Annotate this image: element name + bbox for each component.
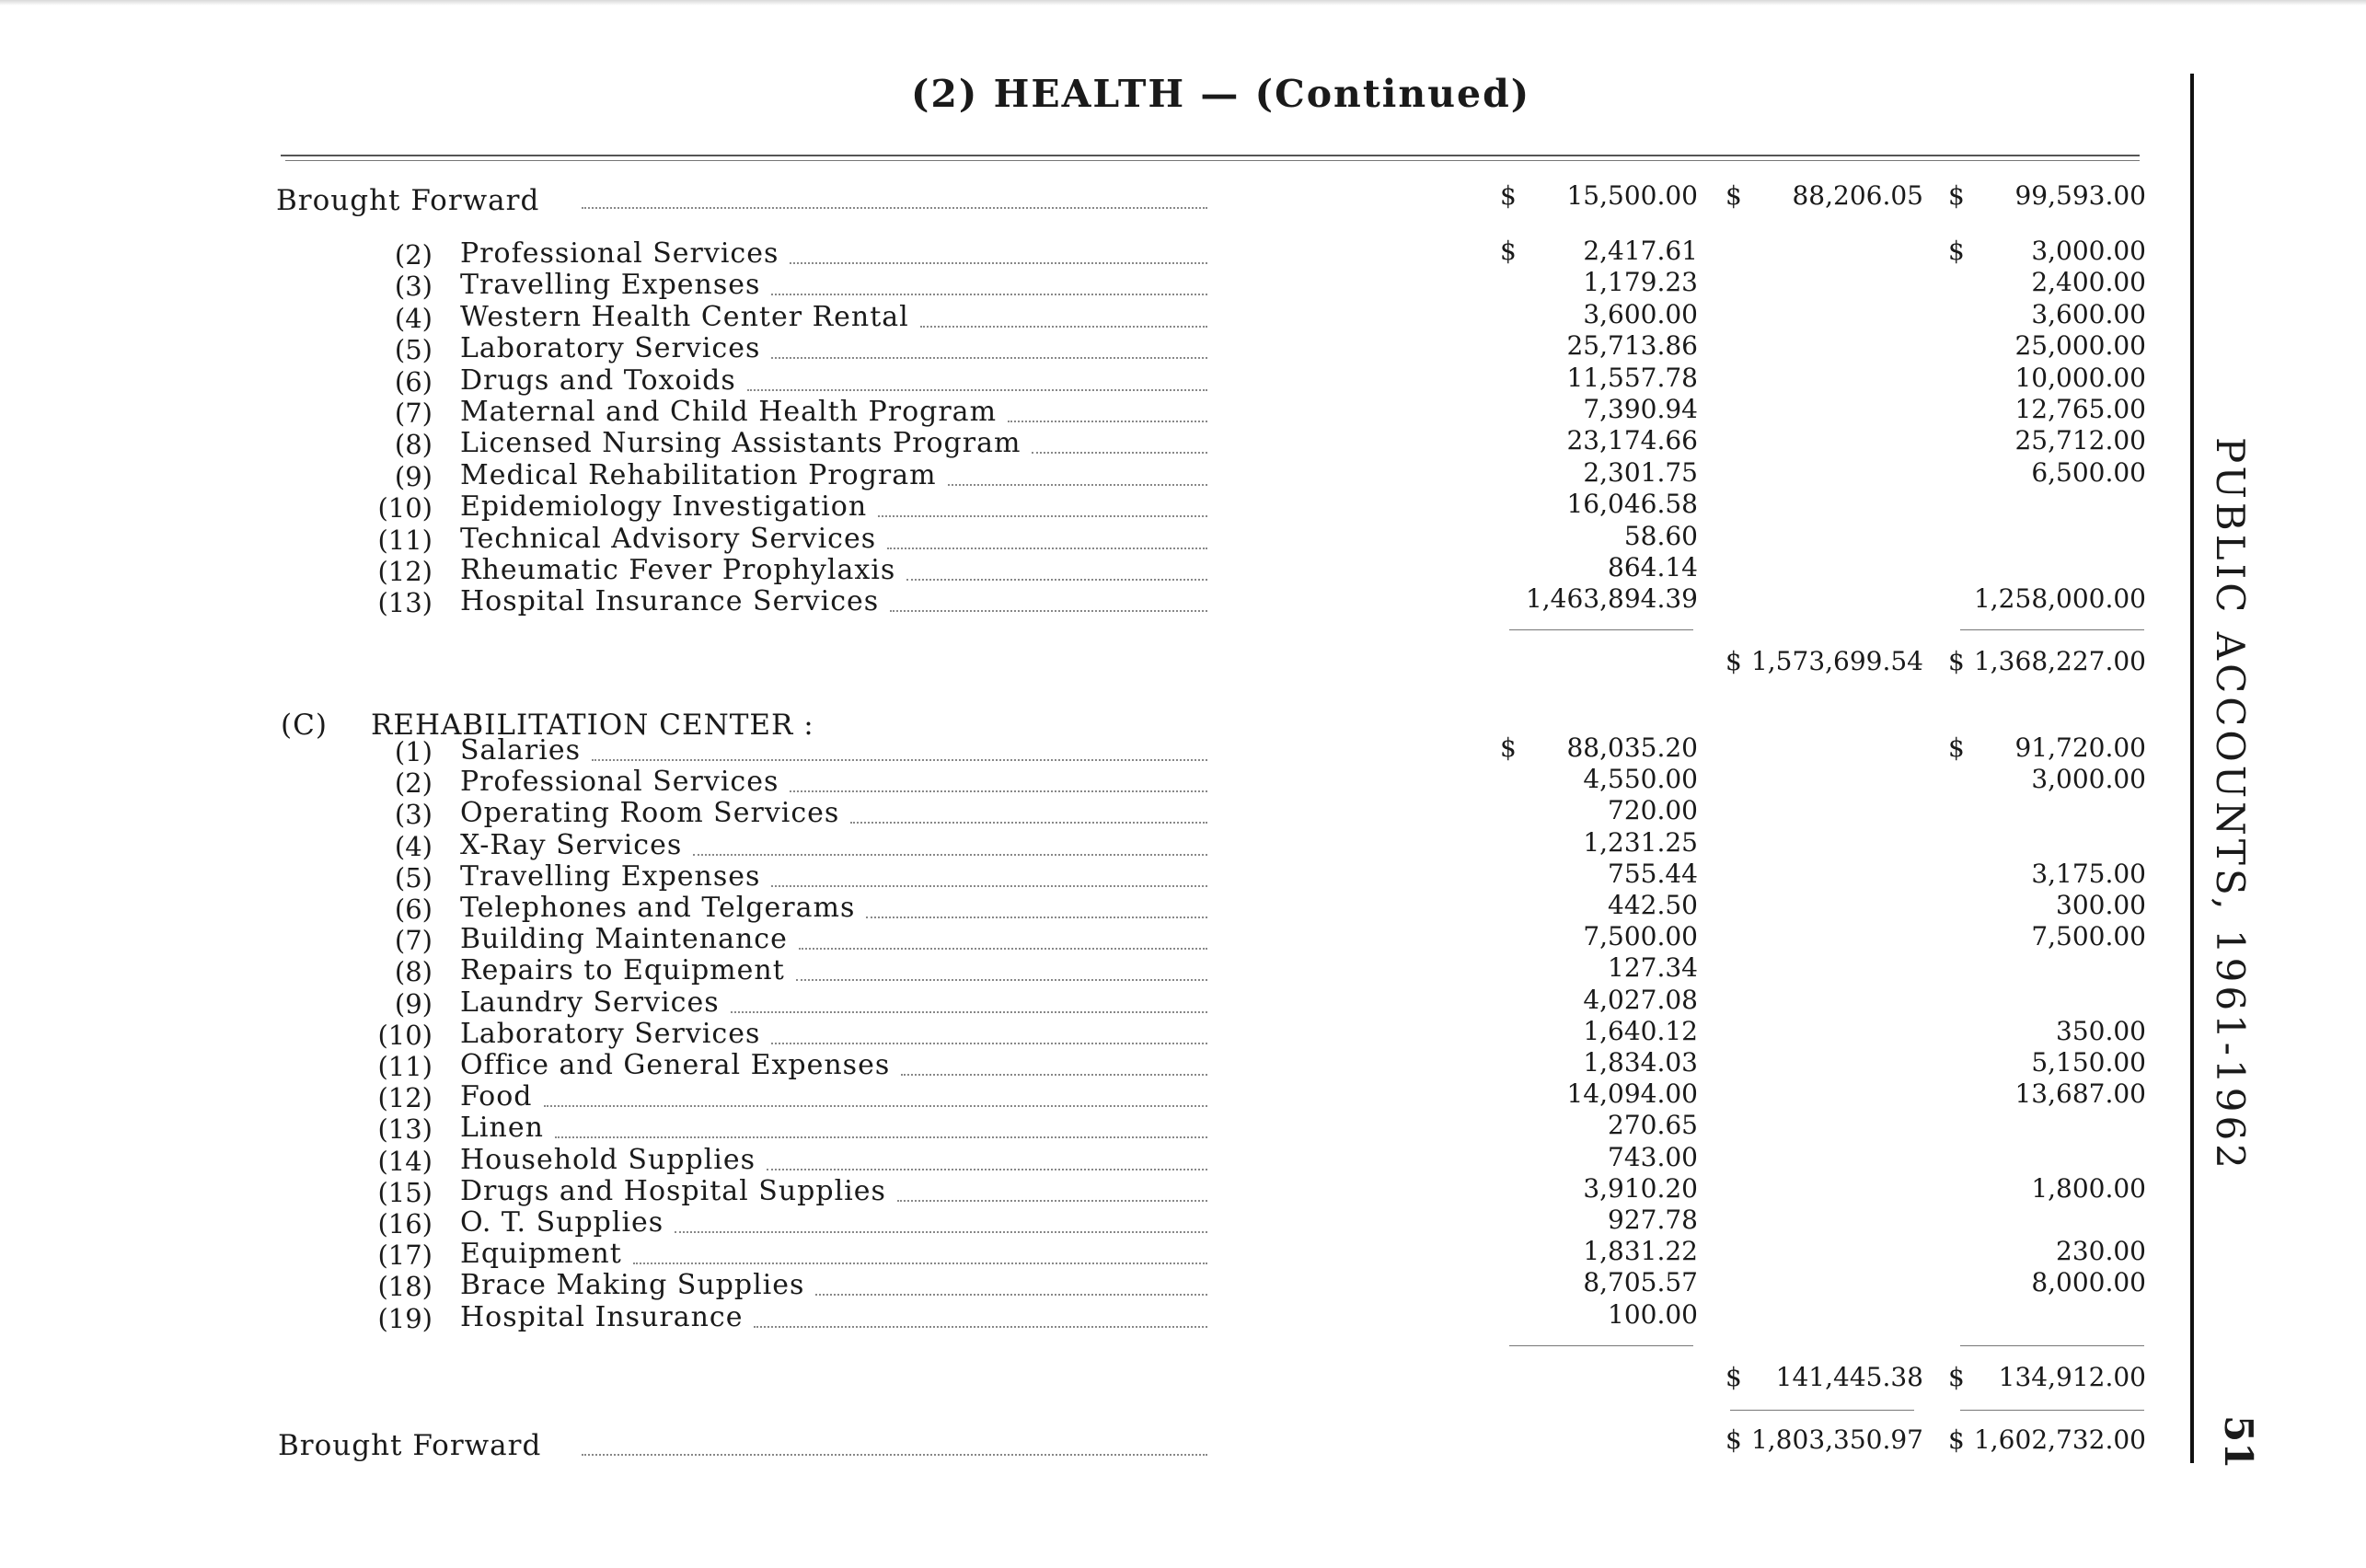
item-number: (8) bbox=[394, 956, 433, 988]
leader-dots bbox=[796, 979, 1207, 981]
item-number: (9) bbox=[394, 460, 433, 492]
leader-dots bbox=[767, 1169, 1207, 1170]
item-label: Travelling Expenses bbox=[460, 269, 761, 302]
item-number: (6) bbox=[394, 365, 433, 398]
currency-symbol: $ bbox=[1725, 180, 1742, 211]
leader-dots bbox=[1008, 421, 1207, 422]
leader-dots bbox=[887, 548, 1207, 549]
item-amount-col1: 23,174.66 bbox=[1566, 425, 1698, 456]
item-amount-col3: 3,000.00 bbox=[2031, 764, 2146, 795]
leader-dots bbox=[544, 1105, 1207, 1107]
item-label: Laboratory Services bbox=[460, 1017, 761, 1050]
leader-dots bbox=[555, 1136, 1207, 1138]
leader-dots bbox=[815, 1294, 1207, 1296]
top-brought-forward-col2: 88,206.05 bbox=[1792, 180, 1923, 211]
leader-dots bbox=[920, 326, 1207, 328]
total-rule bbox=[1730, 1410, 1914, 1411]
currency-symbol: $ bbox=[1948, 180, 1965, 211]
leader-dots bbox=[592, 759, 1207, 761]
item-amount-col3: 13,687.00 bbox=[2014, 1078, 2146, 1110]
item-label: Professional Services bbox=[460, 766, 779, 799]
item-amount-col1: 743.00 bbox=[1608, 1141, 1698, 1172]
group-b-total-col3: 1,368,227.00 bbox=[1973, 646, 2146, 676]
subtotal-rule bbox=[1960, 629, 2144, 630]
item-number: (12) bbox=[377, 1082, 433, 1114]
bottom-brought-forward-col3: 1,602,732.00 bbox=[1973, 1424, 2146, 1455]
item-number: (5) bbox=[394, 334, 433, 366]
item-amount-col3: 3,600.00 bbox=[2031, 298, 2146, 329]
item-amount-col1: 3,910.20 bbox=[1583, 1172, 1698, 1204]
item-number: (18) bbox=[377, 1271, 433, 1303]
leader-dots bbox=[890, 610, 1207, 612]
item-amount-col3: 1,258,000.00 bbox=[1973, 583, 2146, 615]
item-amount-col1: 2,417.61 bbox=[1583, 236, 1698, 266]
margin-rule bbox=[2190, 74, 2194, 1463]
item-amount-col1: 127.34 bbox=[1608, 952, 1698, 984]
leader-dots bbox=[771, 885, 1207, 887]
item-label: Drugs and Toxoids bbox=[460, 363, 736, 397]
item-amount-col1: 720.00 bbox=[1608, 795, 1698, 826]
item-number: (6) bbox=[394, 894, 433, 925]
item-amount-col1: 1,179.23 bbox=[1583, 267, 1698, 298]
item-number: (9) bbox=[394, 987, 433, 1020]
currency-symbol: $ bbox=[1948, 646, 1965, 676]
item-number: (3) bbox=[394, 271, 433, 303]
item-label: Travelling Expenses bbox=[460, 859, 761, 893]
item-number: (1) bbox=[394, 736, 433, 767]
item-number: (8) bbox=[394, 429, 433, 461]
leader-dots bbox=[693, 854, 1207, 856]
item-amount-col3: 350.00 bbox=[2056, 1015, 2146, 1046]
group-c-prefix: (C) bbox=[281, 709, 328, 742]
item-label: X-Ray Services bbox=[460, 828, 683, 861]
item-amount-col1: 927.78 bbox=[1608, 1205, 1698, 1235]
item-label: Food bbox=[460, 1080, 533, 1113]
item-amount-col3: 1,800.00 bbox=[2031, 1172, 2146, 1204]
header-rule-bottom bbox=[285, 160, 2140, 161]
leader-dots bbox=[897, 1200, 1207, 1202]
item-label: Drugs and Hospital Supplies bbox=[460, 1174, 886, 1207]
leader-dots bbox=[731, 1011, 1207, 1013]
currency-symbol: $ bbox=[1725, 1362, 1742, 1392]
leader-dots bbox=[754, 1326, 1207, 1328]
item-label: Linen bbox=[460, 1112, 544, 1145]
item-label: Hospital Insurance Services bbox=[460, 585, 880, 618]
item-number: (13) bbox=[377, 1113, 433, 1146]
item-label: Salaries bbox=[460, 734, 582, 767]
item-amount-col3: 5,150.00 bbox=[2031, 1047, 2146, 1078]
item-amount-col1: 14,094.00 bbox=[1566, 1078, 1698, 1110]
item-number: (4) bbox=[394, 302, 433, 334]
subtotal-rule bbox=[1509, 1345, 1693, 1346]
item-amount-col1: 7,500.00 bbox=[1583, 921, 1698, 952]
item-amount-col1: 1,640.12 bbox=[1583, 1015, 1698, 1046]
item-number: (7) bbox=[394, 925, 433, 957]
item-amount-col1: 58.60 bbox=[1623, 520, 1698, 551]
item-label: Technical Advisory Services bbox=[460, 522, 877, 555]
item-label: Licensed Nursing Assistants Program bbox=[460, 427, 1021, 460]
leader-dots bbox=[790, 790, 1207, 792]
item-number: (10) bbox=[377, 1019, 433, 1051]
item-amount-col1: 25,713.86 bbox=[1566, 330, 1698, 362]
group-b-total-col2: 1,573,699.54 bbox=[1750, 646, 1923, 676]
item-number: (15) bbox=[377, 1176, 433, 1208]
currency-symbol: $ bbox=[1725, 646, 1742, 676]
currency-symbol: $ bbox=[1948, 236, 1965, 266]
item-number: (14) bbox=[377, 1145, 433, 1177]
leader-dots bbox=[771, 294, 1207, 295]
item-amount-col1: 442.50 bbox=[1608, 890, 1698, 920]
bottom-brought-forward-col2: 1,803,350.97 bbox=[1750, 1424, 1923, 1455]
item-label: Rheumatic Fever Prophylaxis bbox=[460, 554, 896, 586]
item-amount-col1: 755.44 bbox=[1608, 858, 1698, 889]
item-amount-col1: 88,035.20 bbox=[1566, 732, 1698, 763]
page-top-edge bbox=[0, 0, 2366, 6]
item-number: (4) bbox=[394, 830, 433, 862]
leader-dots bbox=[901, 1074, 1207, 1076]
item-label: Household Supplies bbox=[460, 1143, 756, 1176]
item-amount-col1: 16,046.58 bbox=[1566, 489, 1698, 520]
leader-dots bbox=[582, 1454, 1207, 1456]
item-label: Laundry Services bbox=[460, 986, 720, 1019]
item-amount-col3: 2,400.00 bbox=[2031, 267, 2146, 298]
group-c-title: REHABILITATION CENTER : bbox=[371, 709, 814, 742]
item-amount-col1: 270.65 bbox=[1608, 1110, 1698, 1141]
item-label: Brace Making Supplies bbox=[460, 1269, 805, 1302]
item-number: (17) bbox=[377, 1239, 433, 1272]
item-amount-col1: 4,550.00 bbox=[1583, 764, 1698, 795]
item-label: Epidemiology Investigation bbox=[460, 490, 868, 524]
item-number: (11) bbox=[377, 524, 433, 556]
item-amount-col3: 300.00 bbox=[2056, 890, 2146, 920]
bottom-brought-forward-label: Brought Forward bbox=[278, 1429, 542, 1462]
item-amount-col1: 11,557.78 bbox=[1566, 362, 1698, 393]
leader-dots bbox=[747, 389, 1207, 391]
item-label: Laboratory Services bbox=[460, 332, 761, 365]
item-label: Maternal and Child Health Program bbox=[460, 396, 998, 428]
leader-dots bbox=[850, 822, 1207, 824]
currency-symbol: $ bbox=[1500, 732, 1517, 763]
item-label: Western Health Center Rental bbox=[460, 300, 909, 333]
item-label: Professional Services bbox=[460, 237, 779, 270]
item-number: (5) bbox=[394, 861, 433, 894]
currency-symbol: $ bbox=[1725, 1424, 1742, 1455]
leader-dots bbox=[906, 579, 1207, 581]
item-amount-col1: 8,705.57 bbox=[1583, 1267, 1698, 1298]
item-amount-col1: 1,231.25 bbox=[1583, 826, 1698, 858]
currency-symbol: $ bbox=[1500, 180, 1517, 211]
item-label: Equipment bbox=[460, 1238, 622, 1271]
leader-dots bbox=[866, 917, 1207, 918]
leader-dots bbox=[771, 1043, 1207, 1044]
item-label: Medical Rehabilitation Program bbox=[460, 458, 937, 491]
item-label: Office and General Expenses bbox=[460, 1049, 891, 1081]
header-rule-top bbox=[281, 155, 2140, 156]
item-number: (10) bbox=[377, 492, 433, 525]
item-label: Hospital Insurance bbox=[460, 1300, 744, 1333]
leader-dots bbox=[633, 1262, 1207, 1264]
leader-dots bbox=[1032, 452, 1207, 454]
item-amount-col1: 3,600.00 bbox=[1583, 298, 1698, 329]
item-number: (13) bbox=[377, 587, 433, 619]
subtotal-rule bbox=[1960, 1345, 2144, 1346]
item-amount-col3: 25,712.00 bbox=[2014, 425, 2146, 456]
item-amount-col1: 100.00 bbox=[1608, 1298, 1698, 1330]
item-amount-col1: 7,390.94 bbox=[1583, 394, 1698, 424]
group-c-total-col3: 134,912.00 bbox=[1998, 1362, 2146, 1392]
leader-dots bbox=[799, 948, 1207, 950]
leader-dots bbox=[582, 207, 1207, 209]
top-brought-forward-col1: 15,500.00 bbox=[1566, 180, 1698, 211]
top-brought-forward-label: Brought Forward bbox=[276, 184, 540, 217]
item-number: (7) bbox=[394, 398, 433, 429]
subtotal-rule bbox=[1509, 629, 1693, 630]
leader-dots bbox=[878, 515, 1207, 517]
item-amount-col3: 25,000.00 bbox=[2014, 330, 2146, 362]
item-label: Building Maintenance bbox=[460, 923, 788, 956]
item-amount-col1: 1,831.22 bbox=[1583, 1236, 1698, 1267]
item-amount-col1: 4,027.08 bbox=[1583, 984, 1698, 1015]
top-brought-forward-col3: 99,593.00 bbox=[2014, 180, 2146, 211]
item-amount-col3: 7,500.00 bbox=[2031, 921, 2146, 952]
item-number: (19) bbox=[377, 1302, 433, 1334]
item-amount-col3: 3,175.00 bbox=[2031, 858, 2146, 889]
item-number: (2) bbox=[394, 239, 433, 271]
group-c-total-col2: 141,445.38 bbox=[1775, 1362, 1923, 1392]
item-number: (11) bbox=[377, 1051, 433, 1082]
item-amount-col3: 3,000.00 bbox=[2031, 236, 2146, 266]
item-amount-col3: 12,765.00 bbox=[2014, 394, 2146, 424]
page-title: (2) HEALTH — (Continued) bbox=[911, 72, 1531, 116]
leader-dots bbox=[790, 262, 1207, 264]
item-amount-col3: 91,720.00 bbox=[2014, 732, 2146, 763]
currency-symbol: $ bbox=[1500, 236, 1517, 266]
item-amount-col3: 10,000.00 bbox=[2014, 362, 2146, 393]
item-amount-col3: 8,000.00 bbox=[2031, 1267, 2146, 1298]
item-label: Telephones and Telgerams bbox=[460, 892, 856, 924]
item-amount-col3: 6,500.00 bbox=[2031, 456, 2146, 488]
item-label: O. T. Supplies bbox=[460, 1206, 664, 1239]
item-amount-col1: 1,834.03 bbox=[1583, 1047, 1698, 1078]
leader-dots bbox=[771, 357, 1207, 359]
item-number: (12) bbox=[377, 556, 433, 587]
total-rule bbox=[1960, 1410, 2144, 1411]
page-number: 51 bbox=[2216, 1415, 2261, 1470]
item-amount-col3: 230.00 bbox=[2056, 1236, 2146, 1267]
currency-symbol: $ bbox=[1948, 732, 1965, 763]
item-number: (16) bbox=[377, 1208, 433, 1239]
item-number: (2) bbox=[394, 767, 433, 800]
item-number: (3) bbox=[394, 799, 433, 831]
running-header: PUBLIC ACCOUNTS, 1961-1962 bbox=[2208, 437, 2253, 1172]
item-label: Operating Room Services bbox=[460, 797, 840, 830]
leader-dots bbox=[948, 484, 1207, 486]
item-label: Repairs to Equipment bbox=[460, 954, 785, 987]
currency-symbol: $ bbox=[1948, 1424, 1965, 1455]
item-amount-col1: 864.14 bbox=[1608, 552, 1698, 582]
currency-symbol: $ bbox=[1948, 1362, 1965, 1392]
item-amount-col1: 1,463,894.39 bbox=[1525, 583, 1698, 615]
item-amount-col1: 2,301.75 bbox=[1583, 456, 1698, 488]
leader-dots bbox=[675, 1231, 1207, 1233]
